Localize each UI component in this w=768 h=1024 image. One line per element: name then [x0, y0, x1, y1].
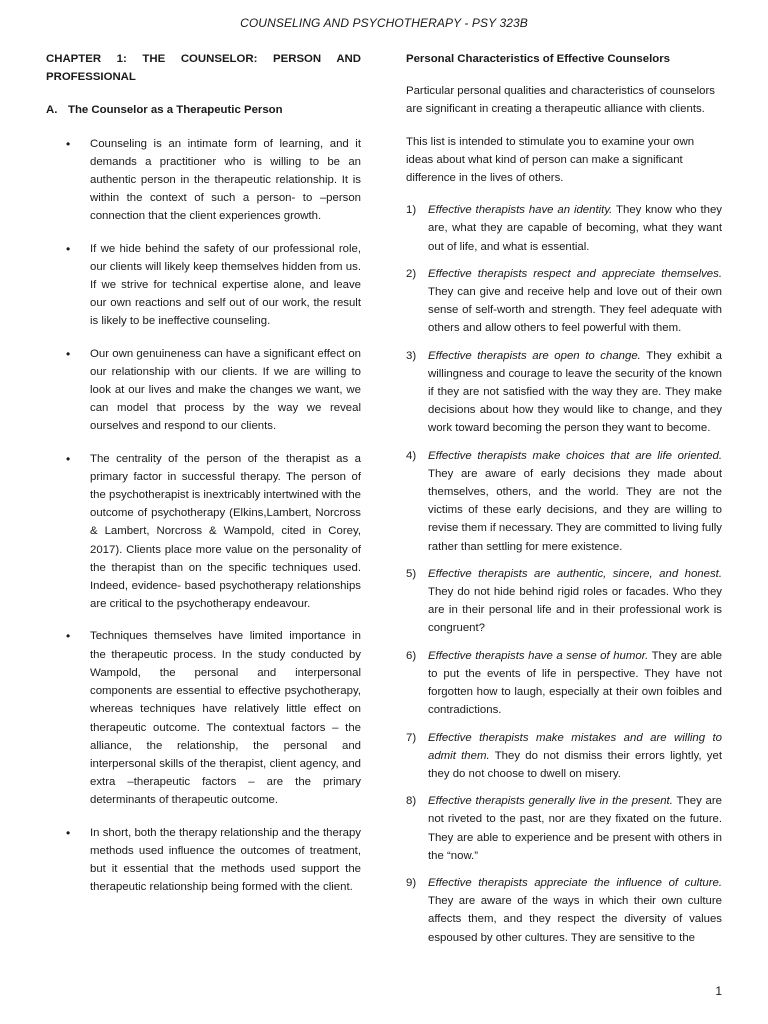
chapter-heading: CHAPTER 1: THE COUNSELOR: PERSON AND PROFESSIONAL	[46, 53, 361, 84]
intro-paragraph-1: Particular personal qualities and characteristics of counselors are significant in creating a therapeutic alliance with clients.	[406, 85, 715, 116]
trait-number: 2)	[406, 267, 417, 280]
trait-heading: Effective therapists appreciate the influence of culture.	[428, 876, 722, 889]
trait-text: They are aware of the ways in which their own culture affects them, and they respect the diversity of values espoused by other cultures. They are sensitive to the	[428, 895, 722, 944]
intro-paragraph-2: This list is intended to stimulate you to examine your own ideas about what kind of person can make a significant difference in the lives of others.	[406, 135, 695, 185]
right-column	[406, 50, 722, 956]
trait-item	[406, 874, 722, 947]
trait-number: 1)	[406, 204, 417, 217]
trait-text: They are able to put the events of life in perspective. They have not forgotten how to laugh, especially at their own foibles and contradictions.	[428, 649, 722, 717]
trait-text: They do not hide behind rigid roles or facades. Who they are in their personal life and in their professional work is congruent?	[428, 586, 722, 635]
trait-heading: Effective therapists are authentic, sincere, and honest.	[428, 567, 722, 580]
trait-number: 8)	[406, 795, 417, 808]
trait-item	[406, 201, 722, 256]
section-title: The Counselor as a Therapeutic Person	[68, 104, 283, 117]
trait-number: 7)	[406, 731, 417, 744]
bullet-item: • Our own genuineness can have a significant effect on our relationship with our clients. If we are willing to look at our lives and make the changes we want, we can model that process by the way we reveal ourselves and respond to our clients.	[46, 345, 361, 436]
trait-heading: Effective therapists have an identity.	[428, 204, 613, 217]
page-number: 1	[715, 984, 722, 998]
trait-heading: Effective therapists generally live in the present.	[428, 795, 673, 808]
trait-text: They are aware of early decisions they made about themselves, others, and the world. They are not the victims of these early decisions, and they are willing to revise them if necessary. They are committed to living fully rather than settling for mere existence.	[428, 467, 722, 553]
trait-item	[406, 647, 722, 720]
trait-item	[406, 447, 722, 556]
trait-item	[406, 265, 722, 338]
trait-text: They exhibit a willingness and courage to leave the security of the known if they are not satisfied with the way they are. They make decisions about how they would like to change, and they work toward becoming the person they want to become.	[428, 349, 723, 435]
trait-heading: Effective therapists make mistakes and are willing to admit them.	[428, 731, 722, 762]
trait-number: 9)	[406, 876, 417, 889]
traits-list	[406, 201, 722, 947]
section-heading	[46, 101, 361, 119]
left-column	[46, 50, 361, 910]
trait-heading: Effective therapists make choices that are life oriented.	[428, 449, 722, 462]
trait-heading: Effective therapists are open to change.	[428, 349, 641, 362]
trait-item	[406, 729, 722, 784]
page-header: COUNSELING AND PSYCHOTHERAPY - PSY 323B	[240, 16, 528, 30]
bullet-item: • If we hide behind the safety of our professional role, our clients will likely keep themselves hidden from us. If we strive for technical expertise alone, and leave our own reactions and self out of our work, the result is likely to be ineffective counseling.	[46, 240, 361, 331]
trait-item	[406, 347, 722, 438]
trait-number: 6)	[406, 649, 417, 662]
trait-text: They know who they are, what they are capable of becoming, what they want out of life, and what is essential.	[428, 204, 722, 253]
trait-number: 3)	[406, 349, 417, 362]
characteristics-title: Personal Characteristics of Effective Counselors	[406, 53, 670, 65]
bullet-list	[46, 135, 361, 897]
trait-number: 5)	[406, 567, 417, 580]
trait-text: They do not dismiss their errors lightly, yet they do not choose to dwell on misery.	[428, 749, 722, 780]
trait-text: They are not riveted to the past, nor are they fixated on the future. They are able to experience and be present with others in the “now.”	[428, 795, 722, 862]
bullet-item: • Counseling is an intimate form of learning, and it demands a practitioner who is willing to be an authentic person in the therapeutic relationship. It is within the context of such a person- to –person connection that the client experiences growth.	[46, 135, 361, 226]
bullet-item: • The centrality of the person of the therapist as a primary factor in successful therapy. The person of the psychotherapist is inextricably intertwined with the outcome of psychotherapy (Elkins,Lambert, Norcross & Lambert, Norcross & Wampold, cited in Corey, 2017). Clients place more value on the personality of the therapist than on the specific techniques used. Indeed, evidence- based psychotherapy relationships are critical to the psychotherapy endeavour.	[46, 450, 361, 614]
bullet-item: • In short, both the therapy relationship and the therapy methods used influence the outcomes of treatment, but it essential that the methods used support the therapeutic relationship being formed with the client.	[46, 824, 361, 897]
trait-item	[406, 565, 722, 638]
trait-heading: Effective therapists have a sense of humor.	[428, 649, 649, 662]
section-letter: A.	[46, 104, 58, 117]
trait-number: 4)	[406, 449, 417, 462]
trait-item	[406, 792, 722, 865]
bullet-item: • Techniques themselves have limited importance in the therapeutic process. In the study conducted by Wampold, the personal and interpersonal components are essential to effective psychotherapy, whereas techniques have relatively little effect on therapeutic outcome. The contextual factors – the alliance, the relationship, the personal and interpersonal skills of the therapist, client agency, and extra –therapeutic factors – are the primary determinants of therapeutic outcome.	[46, 627, 361, 809]
trait-heading: Effective therapists respect and appreciate themselves.	[428, 267, 722, 280]
trait-text: They can give and receive help and love out of their own sense of self-worth and strength. They feel adequate with others and allow others to feel powerful with them.	[428, 286, 722, 335]
